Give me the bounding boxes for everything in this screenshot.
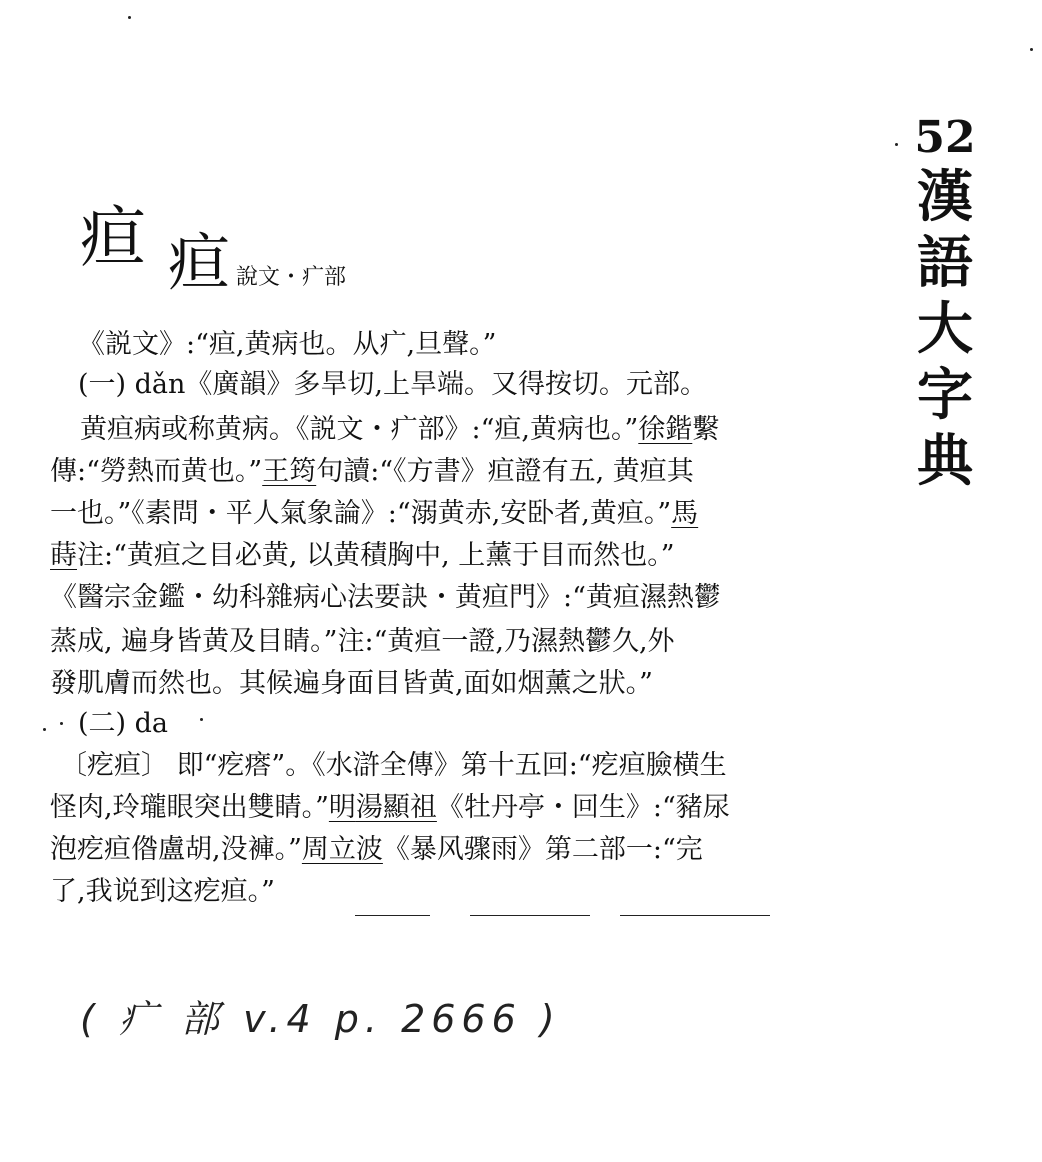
entry-text: 繫 [692,414,720,445]
entry-text: 一也。”《素問・平人氣象論》:“溺黄赤,安卧者,黄疸。” [50,498,672,529]
stray-mark [43,728,46,731]
title-char: 典 [917,428,973,494]
entry-text: (一) dǎn《廣韻》多旱切,上旱端。又得按切。元部。 [78,369,708,400]
underlined-name: 馬 [671,498,699,529]
entry-line [50,458,694,485]
entry-line [50,628,675,655]
entry-text: 〔疙疸〕 即“疙瘩”。《水滸全傳》第十五回:“疙疸臉横生 [60,750,727,781]
stray-mark [200,718,203,721]
title-char: 字 [917,362,973,428]
underlined-name: 周立波 [301,834,383,865]
seal-script-form: 疸 [168,226,231,299]
entry-text: 《説文》:“疸,黄病也。从疒,旦聲。” [78,329,497,360]
entry-text: 傳:“勞熱而黄也。” [50,456,263,487]
stray-mark [895,143,898,146]
entry-text: 蒸成, 遍身皆黄及目睛。”注:“黄疸一證,乃濕熱鬱久,外 [50,626,675,657]
entry-text: 黄疸病或称黄病。《説文・疒部》:“疸,黄病也。” [80,414,639,445]
handwritten-reference-note: ( 疒 部 v.4 p. 2666 ) [80,997,561,1041]
entry-line [78,710,168,737]
entry-text: 怪肉,玲瓏眼突出雙睛。” [50,792,329,823]
underlined-name: 王筠 [262,456,317,487]
underlined-name: 蒔 [50,540,77,571]
entry-text: 注:“黄疸之目必黄, 以黄積胸中, 上薰于目而然也。” [77,540,675,571]
underlined-name: 明 [328,792,356,823]
entry-line [50,836,703,863]
divider-rule [470,915,590,916]
entry-line [50,500,698,527]
headword-character: 疸 [80,199,146,276]
title-char: 漢 [917,164,973,230]
title-char: 語 [917,230,973,296]
page-number: 52 [914,112,976,163]
entry-text: 發肌膚而然也。其候遍身面目皆黄,面如烟薰之狀。” [50,668,653,699]
entry-line [50,542,675,569]
underlined-name: 湯顯祖 [355,792,437,823]
vertical-book-title [910,112,980,494]
title-char: 大 [917,296,973,362]
entry-line [50,878,275,905]
entry-line [78,371,707,398]
entry-line [50,584,721,611]
entry-text: 泡疙疸偺盧胡,没褲。” [50,834,302,865]
stray-mark [1030,48,1033,51]
stray-mark [128,16,131,19]
entry-text: 《牡丹亭・回生》:“豬尿 [436,792,730,823]
entry-text: (二) da [78,708,169,739]
entry-line [50,794,730,821]
entry-text: 《暴风骤雨》第二部一:“完 [382,834,703,865]
divider-rule [620,915,770,916]
divider-rule [355,915,430,916]
entry-line [60,752,727,779]
underlined-name: 徐鍇 [638,414,693,445]
entry-line [80,416,719,443]
headword-source: 說文・疒部 [236,265,347,290]
entry-text: 句讀:“《方書》疸證有五, 黄疸其 [316,456,694,487]
entry-line [78,331,496,358]
entry-line [50,670,653,697]
entry-text: 了,我说到这疙疸。” [50,876,275,907]
stray-mark [60,722,63,725]
entry-text: 《醫宗金鑑・幼科雜病心法要訣・黄疸門》:“黄疸濕熱鬱 [50,582,721,613]
